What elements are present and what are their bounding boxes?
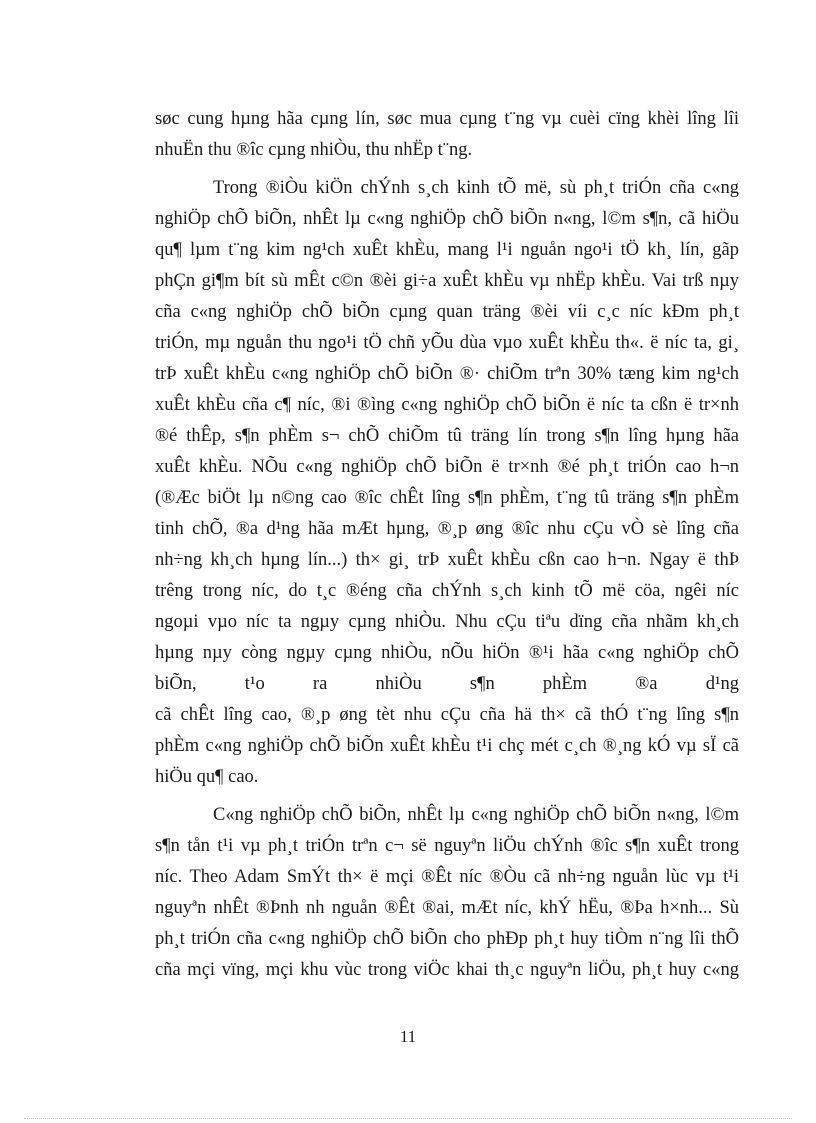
text-line: (®Æc biÖt lµ n©ng cao ®îc chÊt lîng s¶n phÈm, t¨ng tû träng s¶n phÈm	[155, 488, 739, 508]
text-line: trÞ xuÊt khÈu c«ng nghiÖp chÕ biÕn ®· chiÕm trªn 30% tæng kim ng¹ch	[155, 364, 739, 384]
text-line: nh÷ng kh¸ch hµng lín...) th× gi¸ trÞ xuÊt khÈu cßn cao h¬n. Ngay ë thÞ	[155, 550, 739, 570]
text-line: xuÊt khÈu. NÕu c«ng nghiÖp chÕ biÕn ë tr×nh ®é ph¸t triÓn cao h¬n	[155, 457, 739, 477]
text-line: hµng nµy còng ngµy cµng nhiÒu, nÕu hiÖn ®¹i hãa c«ng nghiÖp chÕ	[155, 643, 739, 663]
text-line: triÓn, mµ nguån thu ngo¹i tÖ chñ yÕu dùa vµo xuÊt khÈu th«. ë níc ta, gi¸	[155, 333, 739, 353]
text-line: cña c«ng nghiÖp chÕ biÕn cµng quan träng ®èi víi c¸c níc kÐm ph¸t	[155, 302, 739, 322]
text-line: cã chÊt lîng cao, ®¸p øng tèt nhu cÇu cña hä th× cã thÓ t¨ng lîng s¶n	[155, 705, 739, 725]
text-line: C«ng nghiÖp chÕ biÕn, nhÊt lµ c«ng nghiÖp chÕ biÕn n«ng, l©m	[213, 805, 739, 825]
text-line: xuÊt khÈu cña c¶ níc, ®i ®ìng c«ng nghiÖp chÕ biÕn ë níc ta cßn ë tr×nh	[155, 395, 739, 415]
text-line: cña mçi vïng, mçi khu vùc trong viÖc khai th¸c nguyªn liÖu, ph¸t huy c«ng	[155, 960, 739, 980]
text-line: biÕn, t¹o ra nhiÒu s¶n phÈm ®a d¹ng	[155, 674, 739, 694]
text-line: hiÖu qu¶ cao.	[155, 767, 259, 787]
text-line: ngoµi vµo níc ta ngµy cµng nhiÒu. Nhu cÇu tiªu dïng cña nhãm kh¸ch	[155, 612, 739, 632]
text-line: ®é thÊp, s¶n phÈm s¬ chÕ chiÕm tû träng lín trong s¶n lîng hµng hãa	[155, 426, 739, 446]
text-line: phÇn gi¶m bít sù mÊt c©n ®èi gi÷a xuÊt khÈu vµ nhËp khÈu. Vai trß nµy	[155, 271, 739, 291]
text-line: nhuËn thu ®îc cµng nhiÒu, thu nhËp t¨ng.	[155, 140, 473, 160]
text-line: Trong ®iÒu kiÖn chÝnh s¸ch kinh tÕ më, sù ph¸t triÓn cña c«ng	[213, 178, 739, 198]
text-line: nguyªn nhÊt ®Þnh nh nguån ®Êt ®ai, mÆt níc, khÝ hËu, ®Þa h×nh... Sù	[155, 898, 739, 918]
text-line: nghiÖp chÕ biÕn, nhÊt lµ c«ng nghiÖp chÕ biÕn n«ng, l©m s¶n, cã hiÖu	[155, 209, 739, 229]
text-line: tinh chÕ, ®a d¹ng hãa mÆt hµng, ®¸p øng ®îc nhu cÇu vÒ sè lîng cña	[155, 519, 739, 539]
page-bottom-divider	[24, 1118, 792, 1119]
text-line: qu¶ lµm t¨ng kim ng¹ch xuÊt khÈu, mang l¹i nguån ngo¹i tÖ kh¸ lín, gãp	[155, 240, 739, 260]
text-line: trêng trong níc, do t¸c ®éng cña chÝnh s¸ch kinh tÕ më cöa, ngêi níc	[155, 581, 739, 601]
text-line: níc. Theo Adam SmÝt th× ë mçi ®Êt níc ®Òu cã nh÷ng nguån lùc vµ t¹i	[155, 867, 739, 887]
page-number: 11	[399, 1027, 417, 1046]
text-line: s¶n tån t¹i vµ ph¸t triÓn trªn c¬ së nguyªn liÖu chÝnh ®îc s¶n xuÊt trong	[155, 836, 739, 856]
text-line: phÈm c«ng nghiÖp chÕ biÕn xuÊt khÈu t¹i chç mét c¸ch ®¸ng kÓ vµ sÏ cã	[155, 736, 739, 756]
text-line: ph¸t triÓn cña c«ng nghiÖp chÕ biÕn cho phÐp ph¸t huy tiÒm n¨ng lîi thÕ	[155, 929, 739, 949]
text-line: søc cung hµng hãa cµng lín, søc mua cµng t¨ng vµ cuèi cïng khèi lîng lîi	[155, 109, 739, 129]
